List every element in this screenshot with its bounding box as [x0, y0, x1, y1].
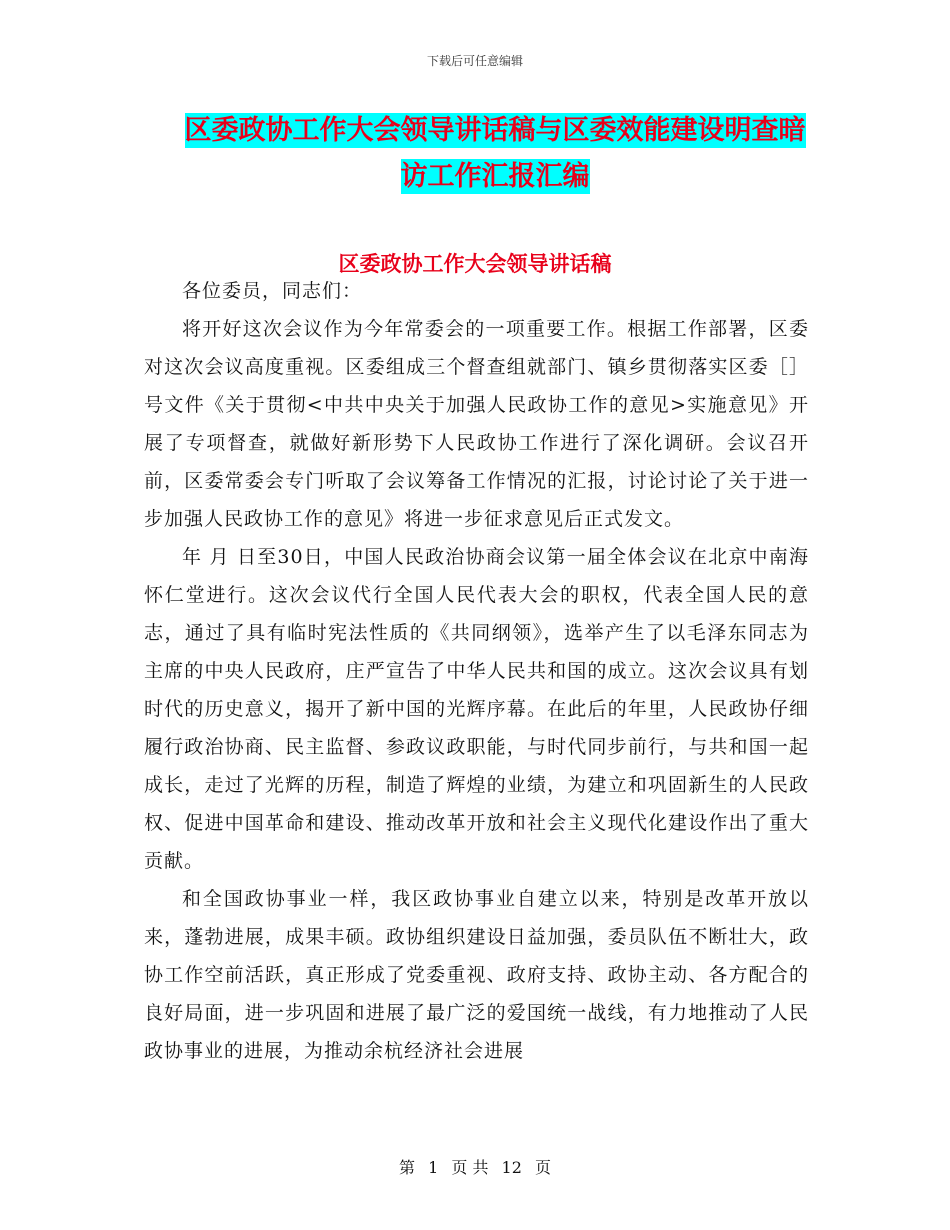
page-label-suffix: 页 [535, 1158, 552, 1177]
document-body [144, 272, 809, 1070]
header-note: 下载后可任意编辑 [426, 54, 523, 68]
body-paragraph: 和全国政协事业一样，我区政协事业自建立以来，特别是改革开放以来，蓬勃进展，成果丰硕。政协组织建设日益加强，委员队伍不断壮大，政协工作空前活跃，真正形成了党委重视、政府支持、政协主动、各方配合的良好局面，进一步巩固和进展了最广泛的爱国统一战线，有力地推动了人民政协事业的进展，为推动余杭经济社会进展 [144, 888, 809, 1062]
document-title [175, 108, 815, 200]
page-label-prefix: 第 [398, 1158, 415, 1177]
document-title-line-2: 访工作汇报汇编 [400, 161, 590, 192]
body-paragraph: 年 月 日至30日，中国人民政治协商会议第一届全体会议在北京中南海怀仁堂进行。这次会议代行全国人民代表大会的职权，代表全国人民的意志，通过了具有临时宪法性质的《共同纲领》，选举产生了以毛泽东同志为主席的中央人民政府，庄严宣告了中华人民共和国的成立。这次会议具有划时代的历史意义，揭开了新中国的光辉序幕。在此后的年里，人民政协仔细履行政治协商、民主监督、参政议政职能，与时代同步前行，与共和国一起成长，走过了光辉的历程，制造了辉煌的业绩，为建立和巩固新生的人民政权、促进中国革命和建设、推动改革开放和社会主义现代化建设作出了重大贡献。 [144, 546, 809, 872]
page-number-footer [0, 1155, 950, 1178]
page-total: 12 [501, 1158, 522, 1177]
page-current: 1 [428, 1158, 439, 1177]
page-label-mid: 页 共 [451, 1158, 489, 1177]
body-paragraph-salutation: 各位委员，同志们： [182, 280, 363, 302]
document-title-line-1: 区委政协工作大会领导讲话稿与区委效能建设明查暗 [184, 115, 806, 146]
section-heading: 区委政协工作大会领导讲话稿 [338, 252, 612, 276]
body-paragraph: 将开好这次会议作为今年常委会的一项重要工作。根据工作部署，区委对这次会议高度重视。区委组成三个督查组就部门、镇乡贯彻落实区委［］ 号文件《关于贯彻<中共中央关于加强人民政协工作的意见>实施意见》开展了专项督查，就做好新形势下人民政协工作进行了深化调研。会议召开前，区委常委会专门听取了会议筹备工作情况的汇报，讨论讨论了关于进一步加强人民政协工作的意见》将进一步征求意见后正式发文。 [144, 318, 809, 530]
